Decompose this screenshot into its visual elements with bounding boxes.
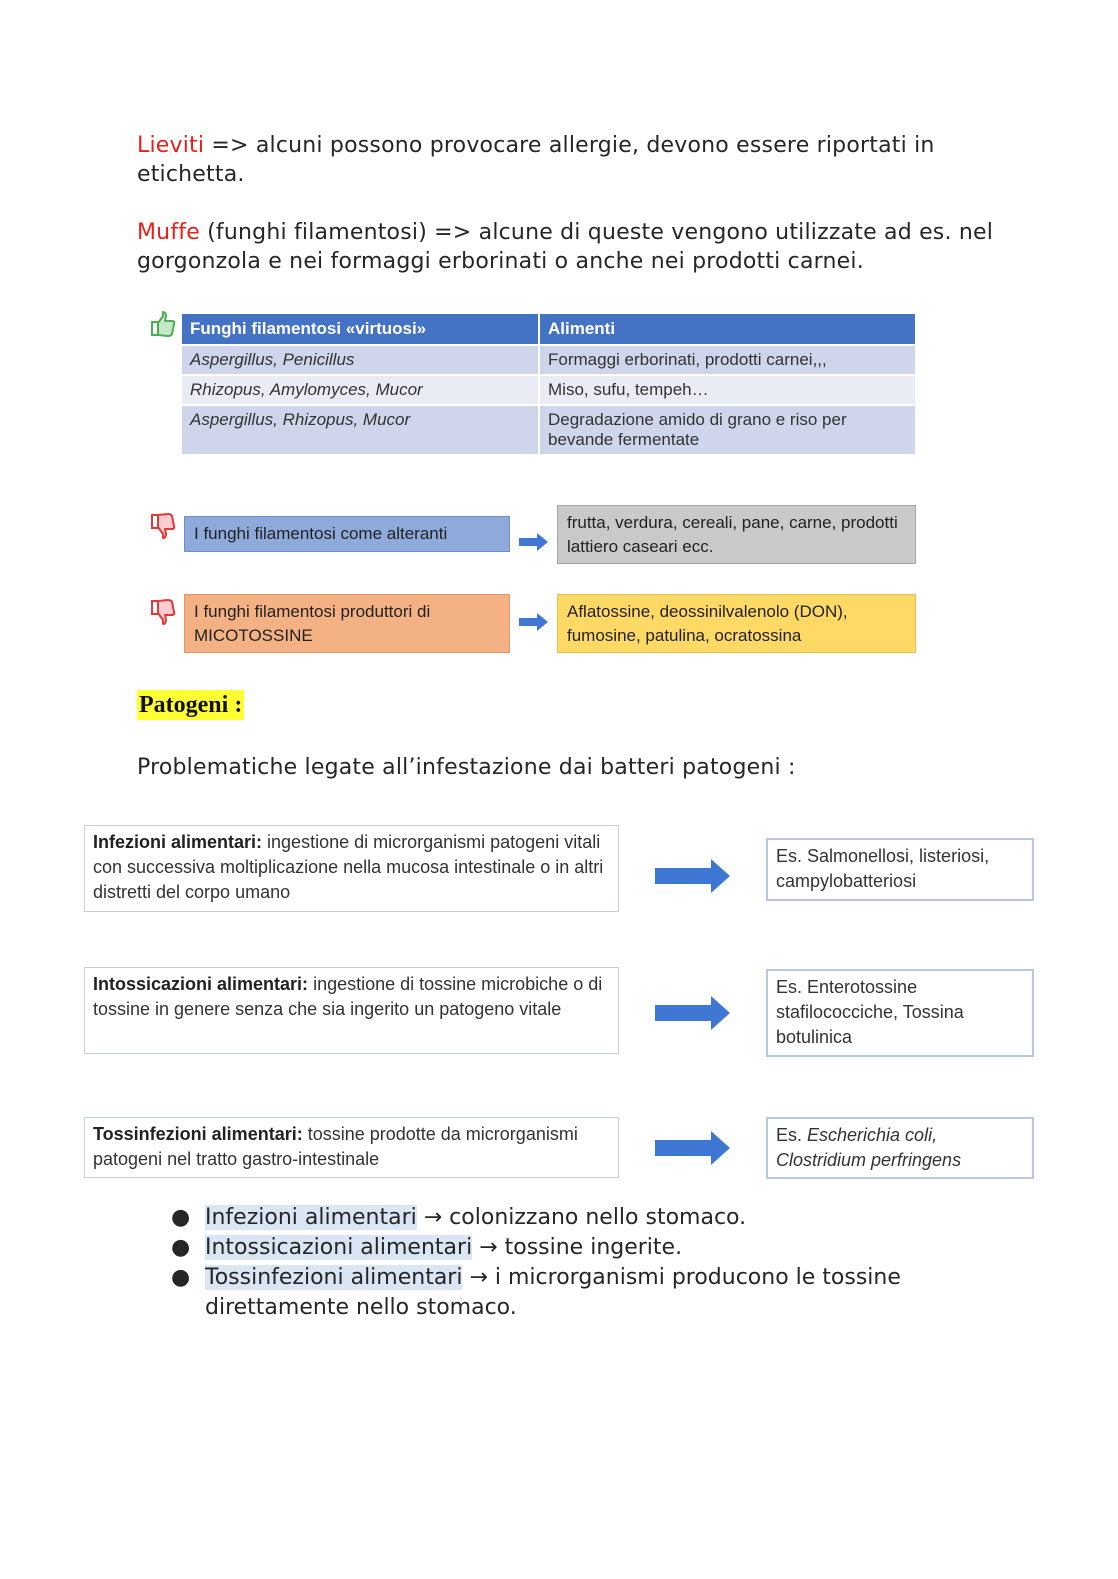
micotossine-result-box: Aflatossine, deossinilvalenolo (DON), fumosine, patulina, ocratossina — [557, 594, 916, 653]
tossinfezioni-term: Tossinfezioni alimentari: — [93, 1124, 303, 1144]
table-cell-fungi: Aspergillus, Penicillus — [182, 345, 539, 375]
infezioni-example-box: Es. Salmonellosi, listeriosi, campylobatteriosi — [766, 838, 1034, 901]
fungi-virtuosi-table — [182, 314, 915, 456]
table-cell-foods: Degradazione amido di grano e riso per bevande fermentate — [539, 405, 915, 455]
arrow-right-icon — [519, 532, 549, 552]
infezioni-box — [84, 825, 619, 912]
bullet-text: → tossine ingerite. — [472, 1235, 683, 1260]
thumbs-down-icon — [150, 512, 176, 540]
bullet-icon: ● — [171, 1265, 191, 1290]
infezioni-text: ingestione di microrganismi patogeni vitali con successiva moltiplicazione nella mucosa intestinale o in altri distretti del corpo umano — [93, 832, 604, 902]
bullet-text: → i microrganismi producono le tossine direttamente nello stomaco. — [205, 1265, 901, 1320]
arrow-right-icon — [519, 612, 549, 632]
patogeni-subtitle: Problematiche legate all’infestazione dai batteri patogeni : — [137, 755, 796, 780]
tossinfezioni-text: tossine prodotte da microrganismi patogeni nel tratto gastro-intestinale — [93, 1124, 578, 1169]
bullet-term: Infezioni alimentari — [205, 1205, 417, 1230]
bullet-icon: ● — [171, 1205, 191, 1230]
list-item — [168, 1263, 998, 1323]
tossinfezioni-example-prefix: Es. — [776, 1125, 808, 1145]
bullet-term: Tossinfezioni alimentari — [205, 1265, 463, 1290]
arrow-right-icon — [655, 1130, 731, 1166]
tossinfezioni-example-species: Escherichia coli, Clostridium perfringens — [776, 1125, 962, 1170]
table-row — [182, 345, 915, 375]
summary-bullet-list — [168, 1203, 998, 1323]
lieviti-term: Lieviti — [137, 133, 205, 158]
list-item — [168, 1233, 998, 1263]
thumbs-down-icon — [150, 598, 176, 626]
lieviti-paragraph — [137, 131, 997, 189]
table-row — [182, 405, 915, 455]
arrow-right-icon — [655, 995, 731, 1031]
bullet-icon: ● — [171, 1235, 191, 1260]
micotossine-box: I funghi filamentosi produttori di MICOTOSSINE — [184, 594, 510, 653]
arrow-right-icon — [655, 858, 731, 894]
intossicazioni-box — [84, 967, 619, 1054]
muffe-paragraph — [137, 218, 997, 276]
table-cell-foods: Formaggi erborinati, prodotti carnei,,, — [539, 345, 915, 375]
alteranti-box: I funghi filamentosi come alteranti — [184, 516, 510, 552]
bullet-term: Intossicazioni alimentari — [205, 1235, 473, 1260]
table-cell-fungi: Rhizopus, Amylomyces, Mucor — [182, 375, 539, 405]
table-cell-fungi: Aspergillus, Rhizopus, Mucor — [182, 405, 539, 455]
list-item — [168, 1203, 998, 1233]
lieviti-text: => alcuni possono provocare allergie, devono essere riportati in etichetta. — [137, 133, 935, 187]
bullet-text: → colonizzano nello stomaco. — [416, 1205, 747, 1230]
tossinfezioni-example-box — [766, 1117, 1034, 1179]
intossicazioni-term: Intossicazioni alimentari: — [93, 974, 309, 994]
alteranti-result-box: frutta, verdura, cereali, pane, carne, prodotti lattiero caseari ecc. — [557, 505, 916, 564]
patogeni-heading: Patogeni : — [139, 692, 243, 718]
intossicazioni-example-box: Es. Enterotossine stafilococciche, Tossina botulinica — [766, 969, 1034, 1057]
table-header-funghi: Funghi filamentosi «virtuosi» — [182, 314, 539, 345]
muffe-term: Muffe — [137, 220, 200, 245]
tossinfezioni-box — [84, 1117, 619, 1178]
thumbs-up-icon — [150, 310, 176, 338]
muffe-text: (funghi filamentosi) => alcune di queste vengono utilizzate ad es. nel gorgonzola e nei formaggi erborinati o anche nei prodotti carnei. — [137, 220, 994, 274]
table-row — [182, 375, 915, 405]
table-cell-foods: Miso, sufu, tempeh… — [539, 375, 915, 405]
table-header-alimenti: Alimenti — [539, 314, 915, 345]
infezioni-term: Infezioni alimentari: — [93, 832, 263, 852]
intossicazioni-text: ingestione di tossine microbiche o di tossine in genere senza che sia ingerito un patogeno vitale — [93, 974, 603, 1019]
